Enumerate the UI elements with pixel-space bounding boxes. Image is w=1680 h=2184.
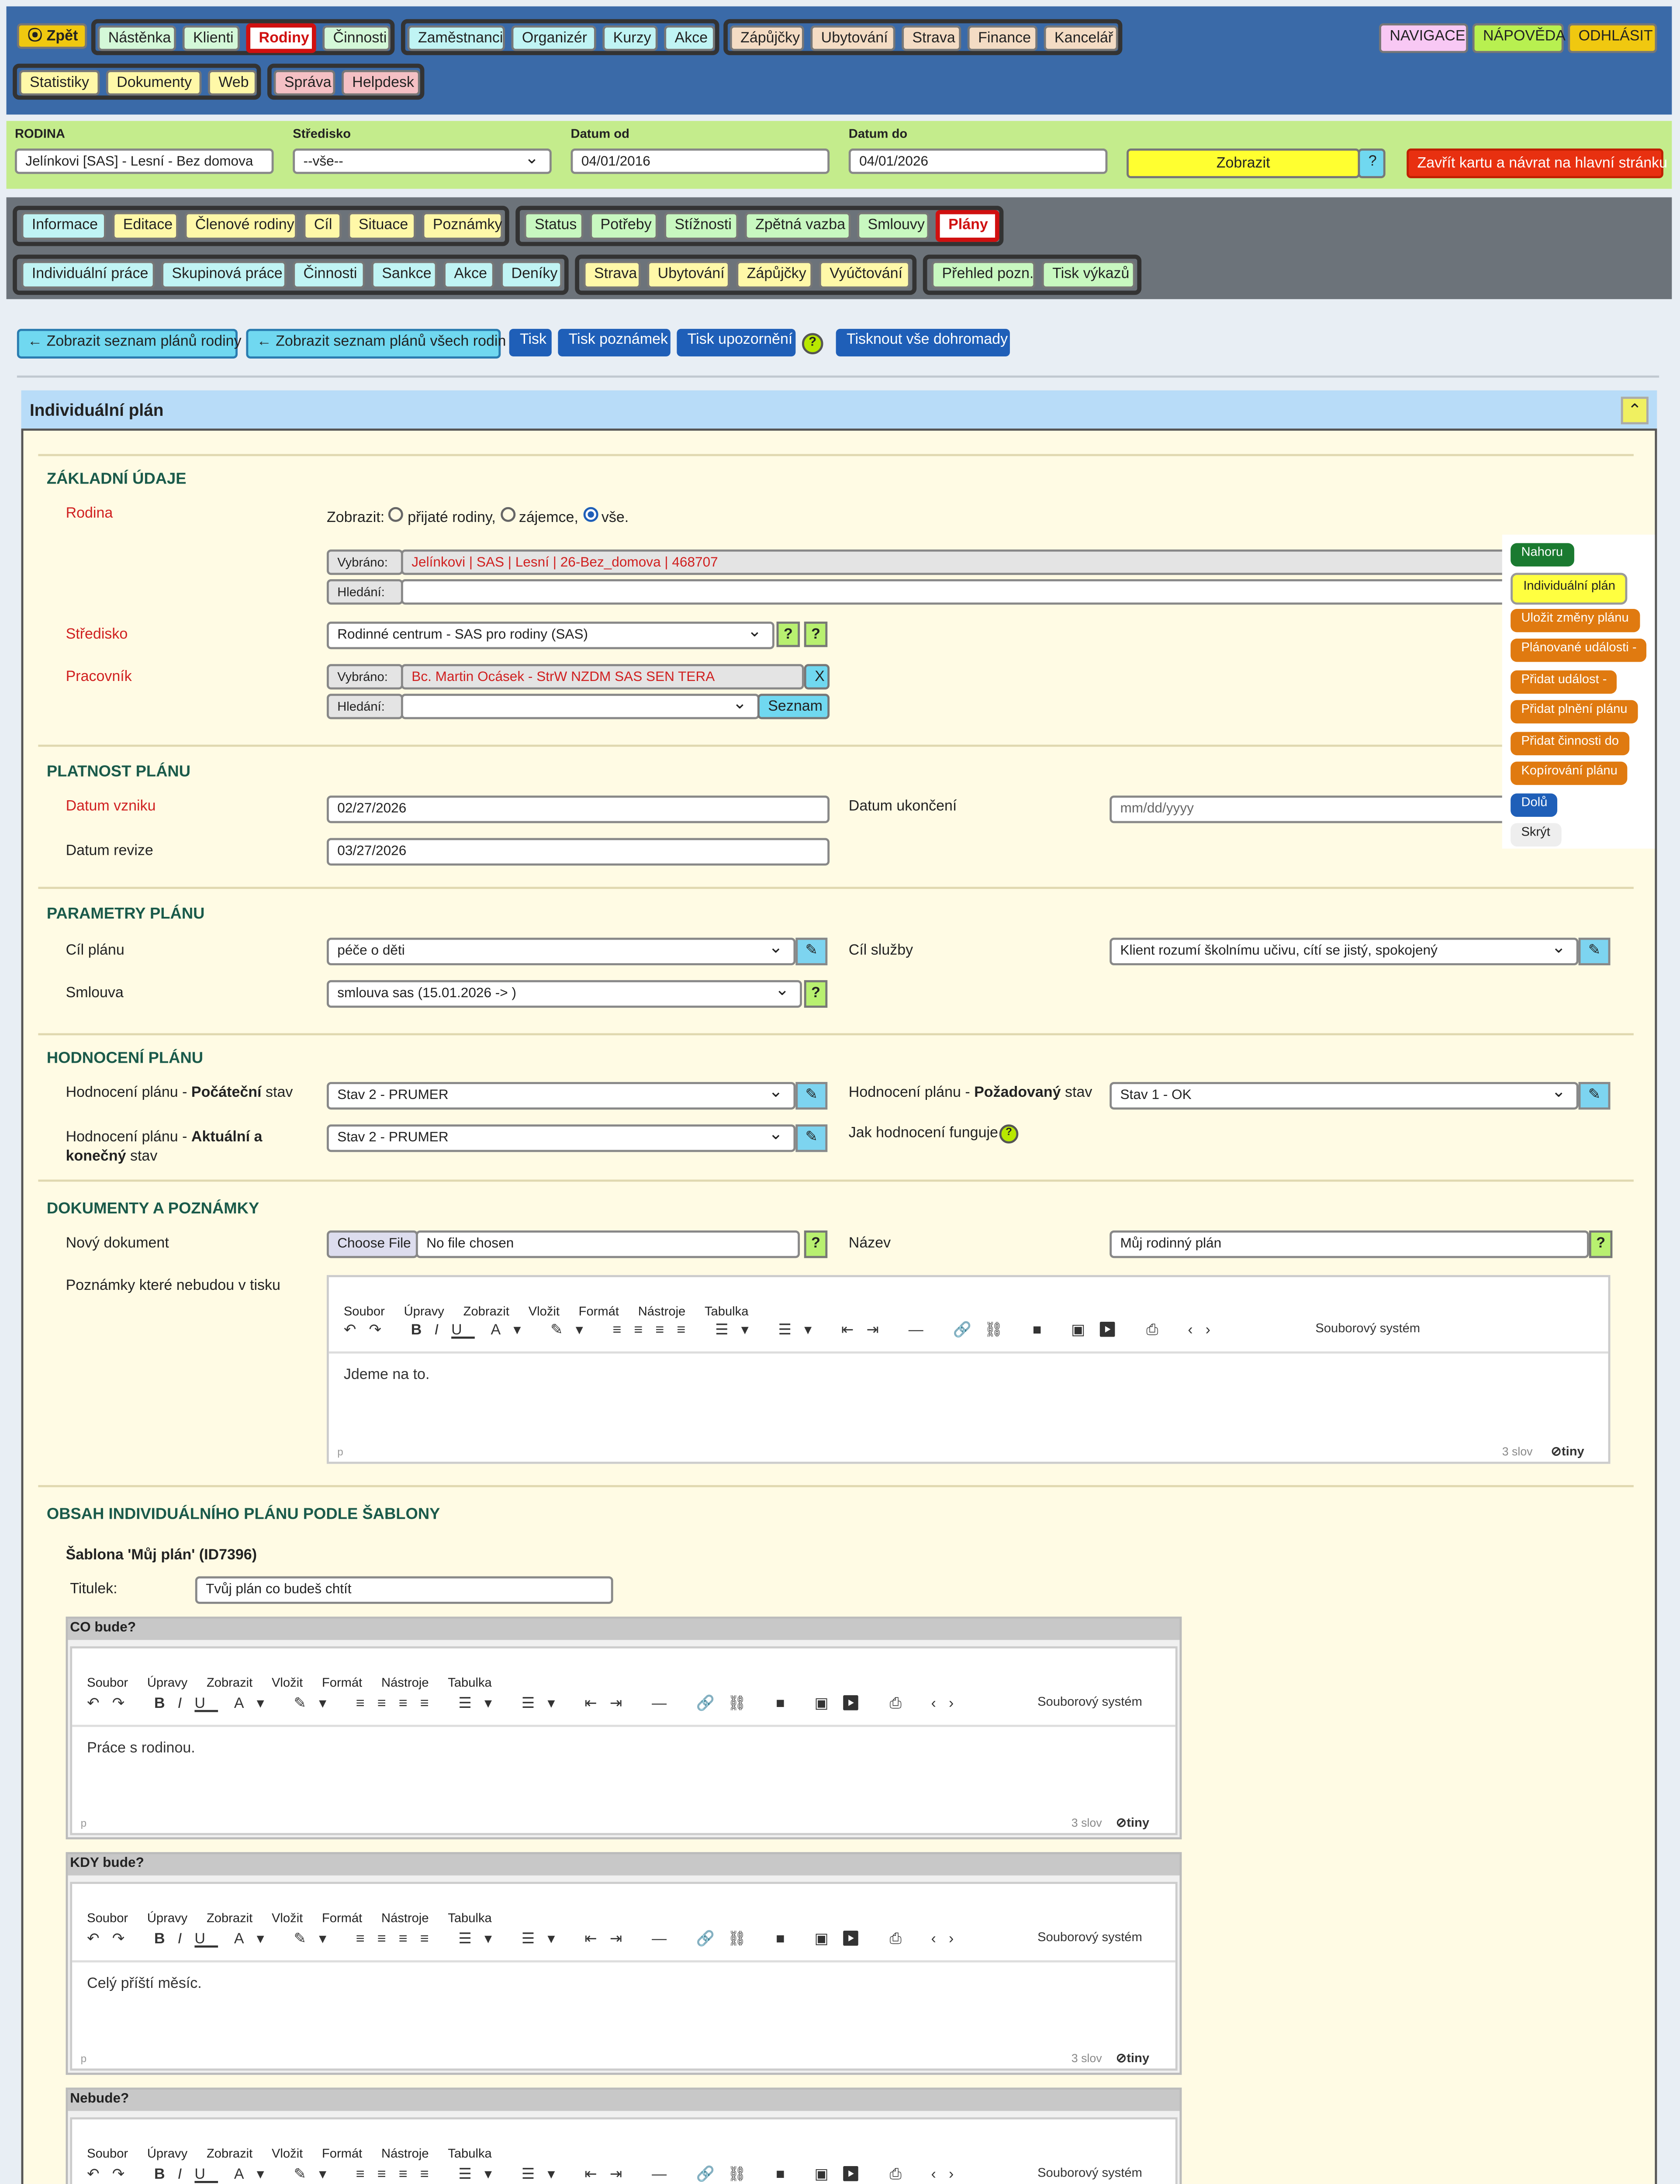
pozadovany-edit-button[interactable]	[1579, 1082, 1611, 1109]
nav-nastenka[interactable]: Nástěnka	[97, 25, 176, 51]
word-count: 3 slov	[1071, 2053, 1102, 2067]
nazev-label: Název	[848, 1237, 891, 1252]
pracovnik-label: Pracovník	[66, 670, 132, 685]
smlouva-label: Smlouva	[66, 986, 124, 1002]
titulek-input[interactable]: Tvůj plán co budeš chtít	[195, 1576, 613, 1604]
side-dolu[interactable]: Dolů	[1511, 794, 1558, 817]
nav-strava[interactable]: Strava	[902, 25, 961, 51]
section-obsah: OBSAH INDIVIDUÁLNÍHO PLÁNU PODLE ŠABLONY	[46, 1504, 440, 1524]
editor-toolbar[interactable]: ↶↷ BIU A▾ ✎▾ ≡≡≡≡ ☰▾ ☰▾ ⇤⇥ — 🔗⛓ ■ ▣▶ ⎙ ‹›	[343, 1324, 1224, 1339]
side-nahoru[interactable]: Nahoru	[1511, 543, 1573, 566]
titulek-label: Titulek:	[70, 1583, 118, 1598]
tiny-logo: ⊘tiny	[1116, 2053, 1150, 2067]
cil-sluzby-edit-button[interactable]	[1579, 938, 1611, 965]
datum-vzniku-label: Datum vzniku	[66, 800, 156, 815]
close-card-button[interactable]: Zavřít kartu a návrat na hlavní stránku	[1407, 149, 1663, 178]
aktualni-edit-button[interactable]	[795, 1124, 827, 1152]
zobrazit-button[interactable]: Zobrazit	[1127, 149, 1360, 178]
stredisko-help2-button[interactable]: ?	[804, 622, 827, 647]
divider	[38, 1485, 1633, 1487]
side-pridat-plneni[interactable]: Přidat plnění plánu	[1511, 700, 1638, 723]
nav-sprava[interactable]: Správa	[274, 70, 335, 95]
template-kdy-header	[68, 1854, 1179, 1876]
editor-menubar: Soubor Úpravy Zobrazit Vložit Formát Nástroje Tabulka	[87, 1678, 492, 1691]
side-ulozit[interactable]: Uložit změny plánu	[1511, 609, 1639, 632]
pocatecni-edit-button[interactable]	[795, 1082, 827, 1109]
tab-informace[interactable]: Informace	[21, 212, 106, 240]
nazev-input[interactable]: Můj rodinný plán	[1110, 1230, 1589, 1258]
tab-cil[interactable]: Cíl	[304, 212, 342, 240]
section-zakladni: ZÁKLADNÍ ÚDAJE	[46, 469, 187, 488]
datum-revize-input[interactable]: 03/27/2026	[327, 838, 830, 866]
divider	[329, 1351, 1608, 1354]
back-button[interactable]: ⦿ Zpět	[17, 23, 87, 48]
print-all-button[interactable]: Tisknout vše dohromady	[836, 329, 1010, 356]
cil-planu-label: Cíl plánu	[66, 944, 124, 959]
nav-ubytovani[interactable]: Ubytování	[810, 25, 895, 51]
nav-organizer[interactable]: Organizér	[512, 25, 596, 51]
pozadovany-select[interactable]: Stav 1 - OK ⌄	[1110, 1082, 1578, 1109]
radio-prijate[interactable]	[389, 507, 404, 522]
smlouva-select[interactable]: smlouva sas (15.01.2026 -> ) ⌄	[327, 980, 802, 1008]
help-icon[interactable]: ?	[802, 333, 823, 355]
datum-vzniku-input[interactable]: 02/27/2026	[327, 795, 830, 823]
nav-web[interactable]: Web	[208, 70, 257, 95]
nav-cinnosti[interactable]: Činnosti	[322, 25, 390, 51]
vybrano-rodina-value: Jelínkovi | SAS | Lesní | 26-Bez_domova | 468707	[401, 549, 1525, 575]
template-co-header	[68, 1619, 1179, 1640]
tab-zapujcky[interactable]: Zápůjčky	[736, 261, 812, 288]
editor-menubar: Soubor Úpravy Zobrazit Vložit Formát Nástroje Tabulka	[87, 1914, 492, 1927]
word-count: 3 slov	[1502, 1447, 1533, 1460]
divider	[72, 1960, 1175, 1963]
tab-status[interactable]: Status	[524, 212, 584, 240]
print-button[interactable]: Tisk	[509, 329, 552, 356]
nav-helpdesk[interactable]: Helpdesk	[342, 70, 420, 95]
edit-icon: ✎	[805, 944, 818, 959]
hledani-pracovnik-label: Hledání:	[327, 694, 403, 719]
seznam-button[interactable]: Seznam	[757, 694, 830, 719]
tiny-logo: ⊘tiny	[1116, 1818, 1150, 1831]
vybrano-pracovnik-label: Vybráno:	[327, 664, 403, 689]
datum-od-label: Datum od	[570, 129, 629, 142]
filesystem-label[interactable]: Souborový systém	[1037, 1932, 1142, 1946]
nav-akce[interactable]: Akce	[664, 25, 715, 51]
hledani-rodina-label: Hledání:	[327, 579, 403, 605]
tab-clenove[interactable]: Členové rodiny	[185, 212, 297, 240]
tab-editace[interactable]: Editace	[112, 212, 178, 240]
template-neb-question: Nebude?	[70, 2092, 129, 2107]
nav-dokumenty[interactable]: Dokumenty	[106, 70, 202, 95]
zobrazit-label: Zobrazit: přijaté rodiny, zájemce, vše.	[327, 507, 629, 526]
novy-dokument-label: Nový dokument	[66, 1237, 169, 1252]
nav-statistiky[interactable]: Statistiky	[19, 70, 100, 95]
datum-ukonceni-label: Datum ukončení	[848, 800, 957, 815]
stredisko-help-button[interactable]: ?	[777, 622, 800, 647]
side-kopirovani[interactable]: Kopírování plánu	[1511, 762, 1628, 785]
hledani-rodina-input[interactable]	[401, 579, 1525, 605]
rodina-filter-input[interactable]: Jelínkovi [SAS] - Lesní - Bez domova	[15, 149, 274, 174]
poznamky-label: Poznámky které nebudou v tisku	[66, 1279, 280, 1294]
section-parametry: PARAMETRY PLÁNU	[46, 904, 205, 923]
tab-vyuctovani[interactable]: Vyúčtování	[819, 261, 910, 288]
edit-icon: ✎	[805, 1130, 818, 1146]
tab-individualni[interactable]: Individuální práce	[21, 261, 155, 288]
divider	[38, 745, 1633, 747]
cil-planu-edit-button[interactable]	[795, 938, 827, 965]
list-all-plans-button[interactable]: ← Zobrazit seznam plánů všech rodin	[246, 329, 501, 359]
template-neb-editor[interactable]	[70, 2117, 1177, 2184]
rodina-label: RODINA	[14, 129, 65, 142]
template-co-question: CO bude?	[70, 1621, 136, 1636]
aktualni-label: Hodnocení plánu - Aktuální a konečný stav	[66, 1130, 263, 1165]
notes-text[interactable]: Jdeme na to.	[343, 1368, 430, 1383]
vybrano-pracovnik-value: Bc. Martin Ocásek - StrW NZDM SAS SEN TERA	[401, 664, 804, 689]
nav-napoveda[interactable]: NÁPOVĚDA	[1473, 23, 1564, 53]
notes-editor[interactable]	[327, 1275, 1610, 1464]
edit-icon: ✎	[1588, 1088, 1601, 1103]
template-kdy-question: KDY bude?	[70, 1856, 144, 1871]
divider	[38, 887, 1633, 889]
tab-plany[interactable]: Plány	[936, 210, 999, 242]
filesystem-label[interactable]: Souborový systém	[1315, 1324, 1421, 1337]
side-skryt[interactable]: Skrýt	[1511, 823, 1561, 847]
vybrano-rodina-label: Vybráno:	[327, 549, 403, 575]
nav-finance[interactable]: Finance	[968, 25, 1037, 51]
cil-sluzby-label: Cíl služby	[848, 944, 913, 959]
back-icon: ⦿	[28, 29, 47, 45]
dokument-help-button[interactable]: ?	[804, 1230, 827, 1258]
plan-title: Individuální plán	[29, 401, 164, 420]
stredisko-filter-select[interactable]: --vše-- ⌄	[293, 149, 552, 174]
path-label: p	[337, 1447, 343, 1460]
cil-planu-select[interactable]: péče o děti ⌄	[327, 938, 795, 965]
datum-od-input[interactable]: 04/01/2016	[571, 149, 830, 174]
template-kdy-editor[interactable]	[70, 1882, 1177, 2070]
nav-kancelar[interactable]: Kancelář	[1044, 25, 1118, 51]
filesystem-label[interactable]: Souborový systém	[1037, 1697, 1142, 1710]
tab-potreby[interactable]: Potřeby	[590, 212, 657, 240]
tab-tisk-vykazu[interactable]: Tisk výkazů	[1042, 261, 1135, 288]
choose-file-button[interactable]: Choose File	[327, 1230, 418, 1258]
divider	[72, 1725, 1175, 1727]
hledani-pracovnik-select[interactable]	[401, 694, 760, 719]
nav-odhlasit[interactable]: ODHLÁSIT	[1568, 23, 1657, 53]
collapse-icon[interactable]: ⌃	[1621, 397, 1649, 424]
pracovnik-clear-button[interactable]: X	[804, 664, 830, 689]
radio-vse[interactable]	[582, 507, 597, 522]
list-family-plans-button[interactable]: ← Zobrazit seznam plánů rodiny	[17, 329, 238, 359]
side-pridat-udalost[interactable]: Přidat událost -	[1511, 670, 1618, 694]
divider	[38, 1179, 1633, 1182]
editor-menubar: Soubor Úpravy Zobrazit Vložit Formát Nástroje Tabulka	[87, 2149, 492, 2162]
tab-smlouvy[interactable]: Smlouvy	[857, 212, 929, 240]
radio-zajemce[interactable]	[500, 507, 515, 522]
stredisko-select[interactable]: Rodinné centrum - SAS pro rodiny (SAS) ⌄	[327, 622, 774, 649]
rodina-label: Rodina	[66, 507, 113, 522]
word-count: 3 slov	[1071, 1818, 1102, 1831]
tab-stiznosti[interactable]: Stížnosti	[664, 212, 738, 240]
template-co-text[interactable]: Práce s rodinou.	[87, 1742, 195, 1757]
template-kdy-text[interactable]: Celý příští měsíc.	[87, 1977, 202, 1992]
side-pridat-cinnosti[interactable]: Přidat činnosti do	[1511, 732, 1629, 755]
editor-toolbar[interactable]: ↶↷ BIU A▾ ✎▾ ≡≡≡≡ ☰▾ ☰▾ ⇤⇥ — 🔗⛓ ■ ▣▶ ⎙ ‹›	[87, 1697, 967, 1712]
nav-klienti[interactable]: Klienti	[183, 25, 240, 51]
jak-hodnoceni-label: Jak hodnocení funguje	[848, 1127, 998, 1142]
print-notes-button[interactable]: Tisk poznámek	[558, 329, 670, 356]
datum-revize-label: Datum revize	[66, 844, 153, 860]
side-individualni-plan[interactable]: Individuální plán	[1511, 573, 1628, 605]
path-label: p	[80, 1818, 87, 1831]
plan-header[interactable]	[21, 390, 1657, 429]
editor-toolbar[interactable]: ↶↷ BIU A▾ ✎▾ ≡≡≡≡ ☰▾ ☰▾ ⇤⇥ — 🔗⛓ ■ ▣▶ ⎙ ‹›	[87, 1932, 967, 1948]
nav-kurzy[interactable]: Kurzy	[602, 25, 657, 51]
sablona-label: Šablona 'Můj plán' (ID7396)	[66, 1548, 257, 1564]
path-label: p	[80, 2053, 87, 2067]
template-co-editor[interactable]	[70, 1646, 1177, 1835]
tab-deniky[interactable]: Deníky	[501, 261, 562, 288]
edit-icon: ✎	[805, 1088, 818, 1103]
template-neb-header	[68, 2090, 1179, 2111]
tab-cinnosti[interactable]: Činnosti	[293, 261, 365, 288]
no-file-label: No file chosen	[416, 1230, 800, 1258]
tab-strava[interactable]: Strava	[584, 261, 641, 288]
divider	[17, 376, 1659, 378]
pocatecni-select[interactable]: Stav 2 - PRUMER ⌄	[327, 1082, 795, 1109]
aktualni-select[interactable]: Stav 2 - PRUMER ⌄	[327, 1124, 795, 1152]
cil-sluzby-select[interactable]: Klient rozumí školnímu učivu, cítí se jistý, spokojený ⌄	[1110, 938, 1578, 965]
editor-toolbar[interactable]: ↶↷ BIU A▾ ✎▾ ≡≡≡≡ ☰▾ ☰▾ ⇤⇥ — 🔗⛓ ■ ▣▶ ⎙ ‹›	[87, 2168, 967, 2183]
stredisko-label: Středisko	[66, 628, 128, 643]
section-hodnoceni: HODNOCENÍ PLÁNU	[46, 1048, 204, 1068]
divider	[38, 1033, 1633, 1035]
tab-prehled[interactable]: Přehled pozn.	[931, 261, 1035, 288]
nav-navigace[interactable]: NAVIGACE	[1379, 23, 1468, 53]
nav-rodiny[interactable]: Rodiny	[246, 23, 316, 53]
edit-icon: ✎	[1588, 944, 1601, 959]
datum-ukonceni-input[interactable]: mm/dd/yyyy	[1110, 795, 1513, 823]
smlouva-help-button[interactable]: ?	[804, 980, 827, 1008]
stredisko-filter-label: Středisko	[293, 129, 351, 142]
tab-zpetna-vazba[interactable]: Zpětná vazba	[745, 212, 851, 240]
editor-menubar: Soubor Úpravy Zobrazit Vložit Formát Nástroje Tabulka	[343, 1306, 749, 1320]
pozadovany-label: Hodnocení plánu - Požadovaný stav	[848, 1086, 1092, 1101]
nav-zapujcky[interactable]: Zápůjčky	[730, 25, 804, 51]
help-icon[interactable]: ?	[999, 1124, 1019, 1144]
filesystem-label[interactable]: Souborový systém	[1037, 2168, 1142, 2181]
tab-poznamky[interactable]: Poznámky	[422, 212, 503, 240]
section-dokumenty: DOKUMENTY A POZNÁMKY	[46, 1199, 259, 1218]
divider	[38, 454, 1633, 456]
side-planovane[interactable]: Plánované události -	[1511, 639, 1647, 662]
tab-situace[interactable]: Situace	[348, 212, 416, 240]
tab-akce[interactable]: Akce	[443, 261, 494, 288]
nav-zamestnanci[interactable]: Zaměstnanci	[408, 25, 505, 51]
zobrazit-help-button[interactable]: ?	[1358, 149, 1385, 178]
datum-do-input[interactable]: 04/01/2026	[849, 149, 1108, 174]
pocatecni-label: Hodnocení plánu - Počáteční stav	[66, 1086, 293, 1101]
print-alerts-button[interactable]: Tisk upozornění	[677, 329, 795, 356]
nazev-help-button[interactable]: ?	[1589, 1230, 1612, 1258]
section-platnost: PLATNOST PLÁNU	[46, 761, 191, 781]
tab-ubytovani[interactable]: Ubytování	[647, 261, 729, 288]
tab-skupinova[interactable]: Skupinová práce	[161, 261, 287, 288]
tab-sankce[interactable]: Sankce	[371, 261, 437, 288]
tiny-logo: ⊘tiny	[1551, 1447, 1584, 1460]
datum-do-label: Datum do	[848, 129, 908, 142]
